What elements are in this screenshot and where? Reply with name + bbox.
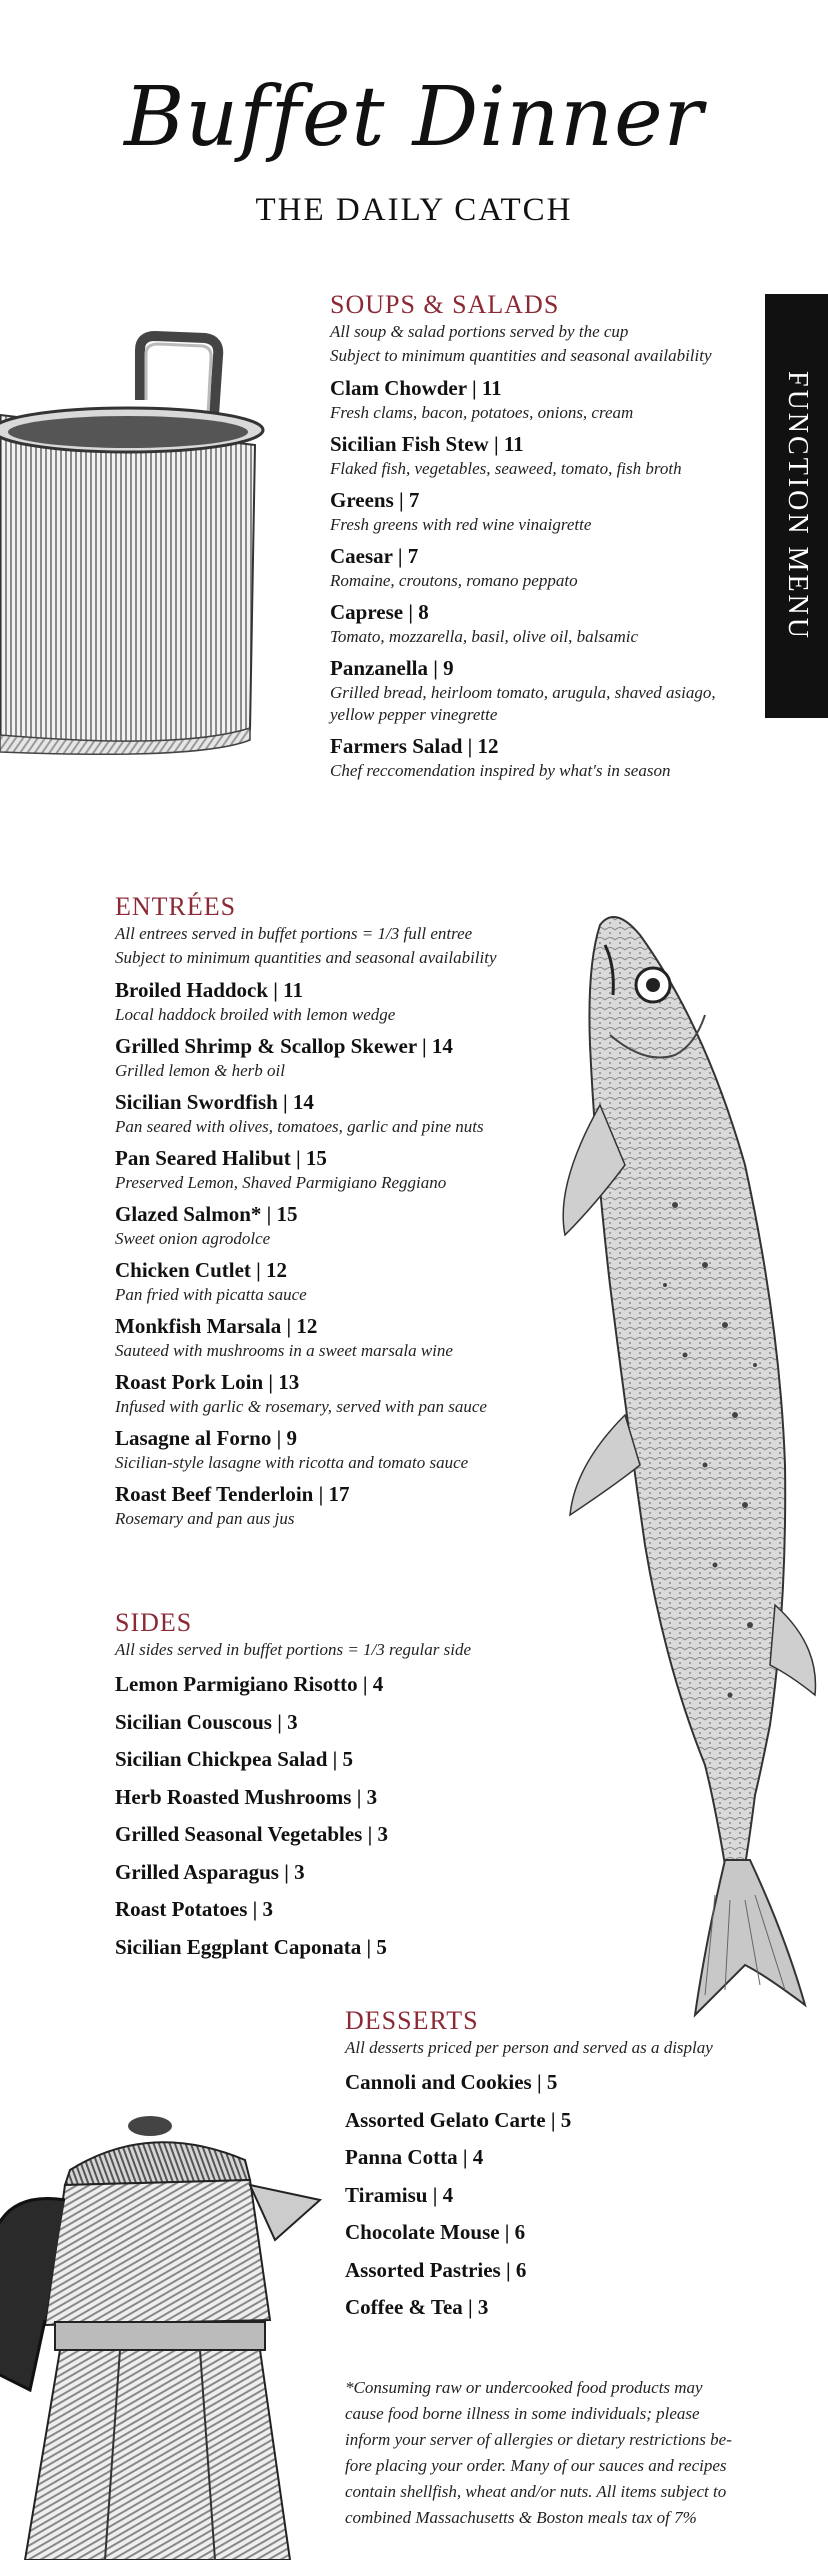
menu-item-name: Caprese | 8 [330,600,429,624]
function-menu-tab [765,294,828,718]
menu-item-desc: Pan fried with picatta sauce [115,1285,307,1304]
menu-item-desc: Tomato, mozzarella, basil, olive oil, balsamic [330,627,639,646]
menu-item [330,430,760,480]
menu-item [330,598,760,648]
menu-item-name: Roast Beef Tenderloin | 17 [115,1482,350,1506]
sides-title: SIDES [115,1608,193,1637]
menu-item-name: Clam Chowder | 11 [330,376,502,400]
menu-item [115,1256,585,1306]
entrees-note: Subject to minimum quantities and seasonal availability [115,948,497,967]
menu-item-name: Pan Seared Halibut | 15 [115,1146,327,1170]
dessert-item: Assorted Gelato Carte | 5 [345,2107,572,2132]
soups-salads-section [330,290,760,782]
menu-item [115,1144,585,1194]
menu-item-desc: Preserved Lemon, Shaved Parmigiano Reggiano [115,1173,447,1192]
soups-list [330,374,760,782]
page-title: Buffet Dinner [124,70,704,165]
menu-item [115,1368,585,1418]
menu-item-desc: Local haddock broiled with lemon wedge [115,1005,396,1024]
menu-item-name: Caesar | 7 [330,544,419,568]
menu-item-name: Lasagne al Forno | 9 [115,1426,297,1450]
menu-item-name: Farmers Salad | 12 [330,734,499,758]
menu-item-desc: Rosemary and pan aus jus [115,1509,295,1528]
side-item: Sicilian Eggplant Caponata | 5 [115,1934,387,1959]
entrees-note: All entrees served in buffet portions = 1/3 full entree [115,924,473,943]
disclaimer-line: combined Massachusetts & Boston meals tax of 7% [345,2508,697,2527]
menu-item [330,486,760,536]
menu-item-desc: Fresh clams, bacon, potatoes, onions, cream [330,403,634,422]
menu-item-desc: Flaked fish, vegetables, seaweed, tomato, fish broth [330,459,682,478]
menu-item-desc: Sicilian-style lasagne with ricotta and tomato sauce [115,1453,469,1472]
side-item: Lemon Parmigiano Risotto | 4 [115,1672,384,1696]
cooking-pot-illustration [0,330,300,770]
menu-item-desc: Fresh greens with red wine vinaigrette [330,515,592,534]
menu-item [330,654,760,726]
entrees-list [115,976,585,1530]
side-item: Herb Roasted Mushrooms | 3 [115,1784,378,1809]
trout-fish-illustration [555,905,828,2025]
menu-item-name: Grilled Shrimp & Scallop Skewer | 14 [115,1034,453,1058]
entrees-title: ENTRÉES [115,892,237,921]
disclaimer [345,2375,815,2531]
menu-item-desc: Sauteed with mushrooms in a sweet marsala wine [115,1341,453,1360]
side-item: Sicilian Chickpea Salad | 5 [115,1747,354,1771]
moka-pot-illustration [0,2090,330,2560]
menu-item-desc: Grilled bread, heirloom tomato, arugula, shaved asiago, yellow pepper vinegrette [330,683,716,724]
menu-item-name: Monkfish Marsala | 12 [115,1314,318,1338]
menu-item-desc: Sweet onion agrodolce [115,1229,271,1248]
menu-item [115,1200,585,1250]
menu-item [330,374,760,424]
desserts-note: All desserts priced per person and served as a display [345,2038,713,2057]
menu-item [330,542,760,592]
menu-item-name: Sicilian Swordfish | 14 [115,1090,314,1114]
side-item: Grilled Asparagus | 3 [115,1859,305,1884]
disclaimer-line: inform your server of allergies or dietary restrictions be- [345,2430,732,2449]
menu-item-desc: Romaine, croutons, romano peppato [330,571,578,590]
menu-item-name: Panzanella | 9 [330,656,454,680]
menu-item-desc: Pan seared with olives, tomatoes, garlic and pine nuts [115,1117,484,1136]
page-subtitle: THE DAILY CATCH [255,192,573,228]
menu-item [115,1424,585,1474]
menu-item [115,976,585,1026]
side-item: Roast Potatoes | 3 [115,1897,274,1921]
dessert-item: Assorted Pastries | 6 [345,2257,527,2282]
soups-note: All soup & salad portions served by the cup [330,322,629,341]
soups-note: Subject to minimum quantities and seasonal availability [330,346,712,365]
menu-item-desc: Infused with garlic & rosemary, served with pan sauce [115,1397,487,1416]
dessert-item: Chocolate Mouse | 6 [345,2220,526,2244]
side-item: Sicilian Couscous | 3 [115,1709,298,1734]
disclaimer-line: fore placing your order. Many of our sauces and recipes [345,2456,727,2475]
sides-list [115,1666,575,1966]
disclaimer-line: *Consuming raw or undercooked food products may [345,2378,703,2397]
menu-item-name: Sicilian Fish Stew | 11 [330,432,524,456]
menu-item-name: Greens | 7 [330,488,420,512]
sides-section [115,1608,575,1966]
sides-note: All sides served in buffet portions = 1/3 regular side [115,1640,472,1659]
dessert-item: Tiramisu | 4 [345,2182,454,2207]
menu-item-desc: Grilled lemon & herb oil [115,1061,285,1080]
menu-item [115,1088,585,1138]
menu-item-name: Broiled Haddock | 11 [115,978,304,1002]
menu-item-name: Glazed Salmon* | 15 [115,1202,298,1226]
soups-salads-title: SOUPS & SALADS [330,290,560,319]
dessert-item: Cannoli and Cookies | 5 [345,2070,558,2094]
dessert-item: Coffee & Tea | 3 [345,2295,489,2319]
entrees-section [115,892,585,1530]
menu-item-name: Roast Pork Loin | 13 [115,1370,300,1394]
menu-item-desc: Chef reccomendation inspired by what's in season [330,761,671,780]
menu-item-name: Chicken Cutlet | 12 [115,1258,288,1282]
menu-item [115,1480,585,1530]
side-item: Grilled Seasonal Vegetables | 3 [115,1822,388,1846]
disclaimer-line: cause food borne illness in some individuals; please [345,2404,700,2423]
menu-item [115,1032,585,1082]
function-menu-label: FUNCTION MENU [781,371,813,641]
menu-item [115,1312,585,1362]
desserts-title: DESSERTS [345,2006,479,2035]
menu-item [330,732,760,782]
disclaimer-line: contain shellfish, wheat and/or nuts. All items subject to [345,2482,727,2501]
desserts-list [345,2064,815,2327]
desserts-section [345,2006,815,2327]
dessert-item: Panna Cotta | 4 [345,2145,484,2169]
